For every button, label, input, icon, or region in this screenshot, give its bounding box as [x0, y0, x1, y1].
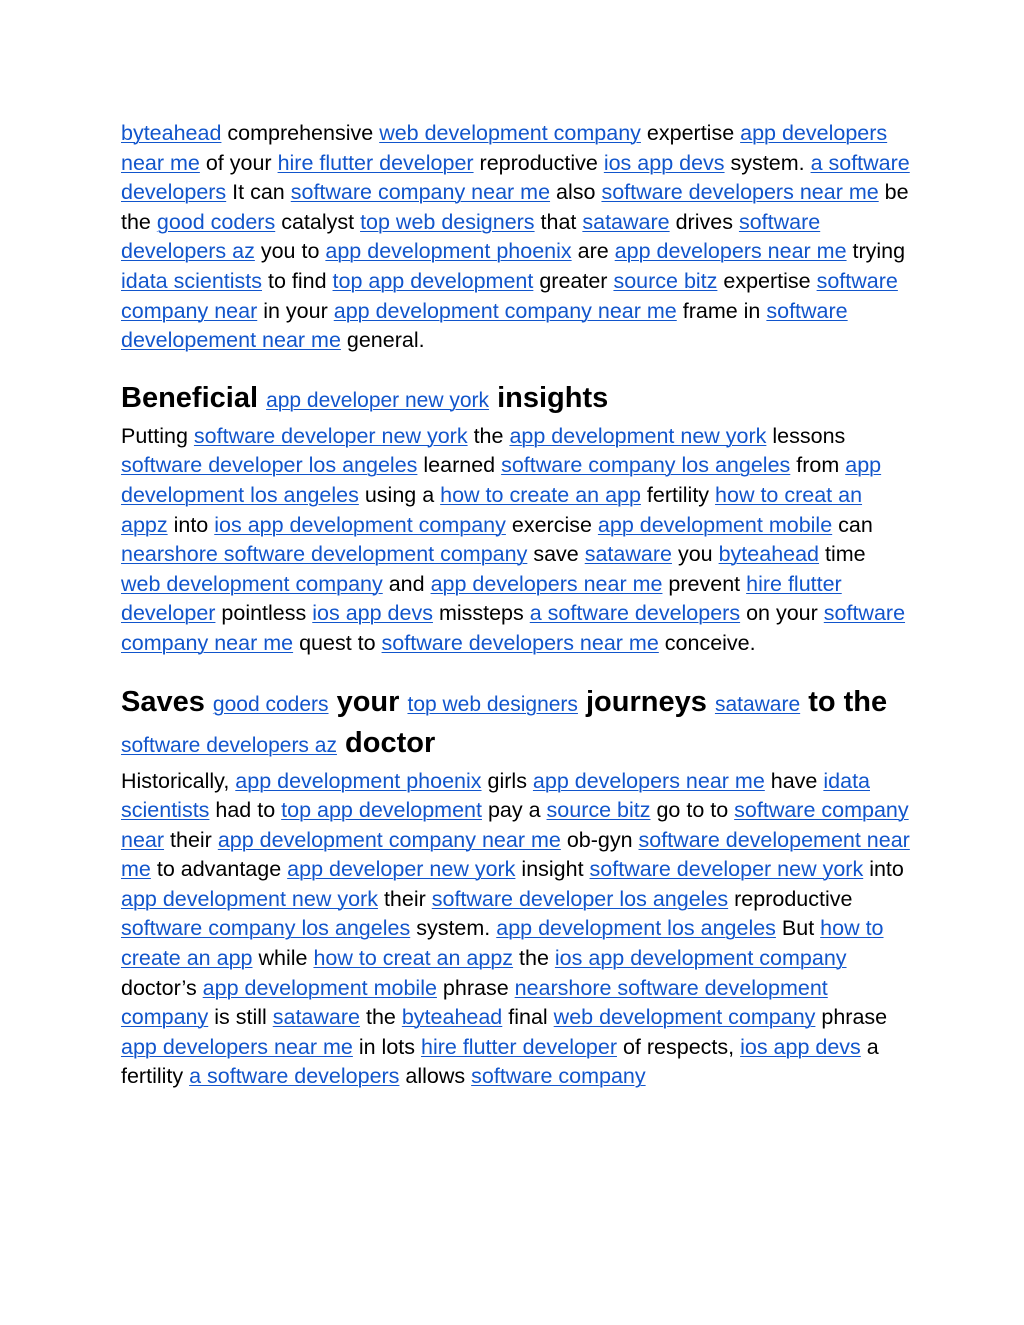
link-top-app-development[interactable]: top app development: [281, 798, 482, 823]
link-how-to-creat-an-appz[interactable]: how to creat an appz: [121, 482, 863, 537]
paragraph-intro: [121, 119, 911, 356]
link-software-developer-new-york[interactable]: software developer new york: [193, 423, 468, 448]
text-run: system.: [410, 916, 497, 941]
text-run: comprehensive: [221, 121, 380, 145]
link-app-developer-new-york[interactable]: app developer new york: [287, 857, 516, 882]
text-run: frame in: [676, 298, 767, 323]
link-app-development-los-angeles[interactable]: app development los angeles: [496, 916, 776, 941]
text-run: to find: [262, 268, 333, 293]
text-run: into: [167, 512, 215, 537]
link-app-development-mobile[interactable]: app development mobile: [597, 512, 833, 537]
link-software-company-near-me[interactable]: software company near me: [121, 601, 906, 655]
text-run: exercise: [505, 512, 598, 537]
link-app-development-company-near-me[interactable]: app development company near me: [217, 827, 561, 852]
text-run: phrase: [815, 1005, 888, 1030]
text-run: doctor’s: [121, 975, 203, 1000]
text-run: catalyst: [275, 209, 361, 234]
link-software-company[interactable]: software company: [471, 1064, 646, 1089]
text-run: to advantage: [150, 857, 288, 882]
text-run: lessons: [766, 423, 846, 448]
link-app-developers-near-me[interactable]: app developers near me: [532, 768, 765, 793]
text-run: pointless: [215, 601, 313, 626]
text-run: you to: [254, 239, 326, 264]
text-run: in your: [257, 298, 334, 323]
link-app-developers-near-me[interactable]: app developers near me: [430, 571, 663, 596]
link-idata-scientists[interactable]: idata scientists: [121, 268, 263, 293]
text-run: expertise: [717, 268, 817, 293]
link-app-development-phoenix[interactable]: app development phoenix: [235, 768, 482, 793]
text-run: Saves: [121, 685, 213, 718]
link-sataware[interactable]: sataware: [584, 542, 672, 567]
link-how-to-creat-an-appz[interactable]: how to creat an appz: [313, 946, 514, 971]
text-run: Putting: [121, 423, 194, 448]
text-run: your: [328, 685, 408, 718]
text-run: quest to: [293, 630, 382, 655]
text-run: allows: [399, 1064, 472, 1089]
text-run: a fertility: [121, 1034, 879, 1089]
link-software-developers-near-me[interactable]: software developers near me: [601, 180, 879, 205]
link-hire-flutter-developer[interactable]: hire flutter developer: [277, 150, 474, 175]
link-app-development-company-near-me[interactable]: app development company near me: [333, 298, 677, 323]
text-run: phrase: [436, 975, 515, 1000]
text-run: Historically,: [121, 768, 236, 793]
link-nearshore-software-development-company[interactable]: nearshore software development company: [121, 975, 828, 1030]
text-run: save: [527, 542, 585, 567]
text-run: while: [252, 946, 314, 971]
text-run: on your: [740, 601, 824, 626]
link-top-web-designers[interactable]: top web designers: [407, 692, 578, 716]
text-run: general.: [340, 328, 425, 353]
text-run: conceive.: [658, 630, 756, 655]
link-web-development-company[interactable]: web development company: [553, 1005, 816, 1030]
text-run: learned: [417, 453, 502, 478]
text-run: greater: [533, 268, 614, 293]
text-run: is still: [208, 1005, 273, 1030]
link-software-company-near[interactable]: software company near: [121, 268, 898, 323]
link-ios-app-development-company[interactable]: ios app development company: [214, 512, 506, 537]
link-sataware[interactable]: sataware: [582, 209, 670, 234]
link-app-developers-near-me[interactable]: app developers near me: [121, 121, 888, 175]
text-run: Beneficial: [121, 381, 267, 414]
text-run: had to: [209, 798, 282, 823]
link-app-development-los-angeles[interactable]: app development los angeles: [121, 453, 882, 507]
text-run: time: [819, 542, 866, 567]
text-run: the: [513, 946, 555, 971]
link-web-development-company[interactable]: web development company: [379, 121, 641, 145]
link-byteahead[interactable]: byteahead: [401, 1005, 503, 1030]
text-run: their: [377, 886, 432, 911]
link-software-developement-near-me[interactable]: software developement near me: [121, 827, 910, 882]
link-a-software-developers[interactable]: a software developers: [189, 1064, 400, 1089]
text-run: trying: [846, 239, 906, 264]
link-software-company-los-angeles[interactable]: software company los angeles: [501, 453, 791, 478]
text-run: reproductive: [473, 150, 604, 175]
text-run: the: [360, 1005, 402, 1030]
text-run: expertise: [640, 121, 741, 145]
link-source-bitz[interactable]: source bitz: [613, 268, 718, 293]
link-nearshore-software-development-company[interactable]: nearshore software development company: [121, 542, 528, 567]
link-ios-app-development-company[interactable]: ios app development company: [554, 946, 847, 971]
paragraph-putting-lessons: [121, 422, 911, 659]
text-run: It can: [226, 180, 291, 205]
link-good-coders[interactable]: good coders: [212, 692, 329, 716]
text-run: of respects,: [617, 1034, 741, 1059]
link-web-development-company[interactable]: web development company: [121, 571, 383, 596]
text-run: missteps: [432, 601, 530, 626]
link-app-developer-new-york[interactable]: app developer new york: [266, 388, 490, 412]
text-run: But: [775, 916, 821, 941]
text-run: final: [502, 1005, 554, 1030]
link-hire-flutter-developer[interactable]: hire flutter developer: [121, 571, 842, 626]
text-run: are: [571, 239, 615, 264]
paragraph-historically: [121, 767, 911, 1093]
text-run: drives: [669, 209, 739, 234]
text-run: insight: [515, 857, 590, 882]
link-software-developer-los-angeles[interactable]: software developer los angeles: [121, 453, 418, 478]
link-app-developers-near-me[interactable]: app developers near me: [121, 1034, 353, 1059]
link-how-to-create-an-app[interactable]: how to create an app: [121, 916, 884, 971]
link-app-development-new-york[interactable]: app development new york: [509, 423, 767, 448]
text-run: in lots: [352, 1034, 421, 1059]
link-hire-flutter-developer[interactable]: hire flutter developer: [421, 1034, 617, 1059]
text-run: using a: [358, 482, 441, 507]
link-sataware[interactable]: sataware: [272, 1005, 360, 1030]
text-run: the: [467, 423, 510, 448]
link-software-company-near[interactable]: software company near: [121, 798, 909, 852]
text-run: system.: [724, 150, 811, 175]
text-run: fertility: [640, 482, 716, 507]
text-run: into: [863, 857, 904, 882]
link-ios-app-devs[interactable]: ios app devs: [740, 1034, 861, 1059]
link-a-software-developers[interactable]: a software developers: [121, 150, 910, 205]
link-ios-app-devs[interactable]: ios app devs: [603, 150, 725, 175]
link-app-development-mobile[interactable]: app development mobile: [202, 975, 437, 1000]
link-software-company-los-angeles[interactable]: software company los angeles: [121, 916, 411, 941]
link-software-developer-los-angeles[interactable]: software developer los angeles: [431, 886, 729, 911]
text-run: their: [164, 827, 218, 852]
heading-saves-journeys: [121, 683, 911, 765]
text-run: reproductive: [728, 886, 853, 911]
text-run: ob-gyn: [560, 827, 639, 852]
link-app-development-phoenix[interactable]: app development phoenix: [325, 239, 572, 264]
text-run: that: [534, 209, 583, 234]
link-software-developement-near-me[interactable]: software developement near me: [121, 298, 848, 353]
text-run: girls: [481, 768, 533, 793]
heading-beneficial-insights: [121, 379, 911, 420]
text-run: of your: [199, 150, 278, 175]
text-run: and: [382, 571, 431, 596]
text-run: journeys: [577, 685, 715, 718]
link-app-development-new-york[interactable]: app development new york: [121, 886, 378, 911]
link-idata-scientists[interactable]: idata scientists: [121, 768, 870, 823]
link-top-app-development[interactable]: top app development: [332, 268, 534, 293]
link-sataware[interactable]: sataware: [714, 692, 801, 716]
link-a-software-developers[interactable]: a software developers: [529, 601, 741, 626]
link-software-company-near-me[interactable]: software company near me: [290, 180, 551, 205]
text-run: insights: [489, 381, 609, 414]
text-run: pay a: [481, 798, 547, 823]
link-byteahead[interactable]: byteahead: [718, 542, 820, 567]
link-top-web-designers[interactable]: top web designers: [360, 209, 535, 234]
text-run: to the: [800, 685, 888, 718]
text-run: prevent: [662, 571, 747, 596]
link-byteahead[interactable]: byteahead: [121, 121, 222, 145]
link-software-developer-new-york[interactable]: software developer new york: [589, 857, 864, 882]
text-run: from: [790, 453, 846, 478]
link-software-developers-near-me[interactable]: software developers near me: [381, 630, 659, 655]
link-good-coders[interactable]: good coders: [156, 209, 276, 234]
link-app-developers-near-me[interactable]: app developers near me: [614, 239, 847, 264]
text-run: you: [671, 542, 719, 567]
document-content: [121, 119, 911, 1092]
text-run: can: [832, 512, 873, 537]
link-software-developers-az[interactable]: software developers az: [121, 209, 821, 264]
text-run: also: [550, 180, 602, 205]
text-run: go to to: [650, 798, 735, 823]
link-how-to-create-an-app[interactable]: how to create an app: [440, 482, 641, 507]
link-source-bitz[interactable]: source bitz: [546, 798, 651, 823]
link-software-developers-az[interactable]: software developers az: [121, 733, 337, 757]
text-run: doctor: [336, 726, 436, 759]
link-ios-app-devs[interactable]: ios app devs: [312, 601, 433, 626]
text-run: be the: [121, 180, 909, 234]
text-run: have: [764, 768, 824, 793]
